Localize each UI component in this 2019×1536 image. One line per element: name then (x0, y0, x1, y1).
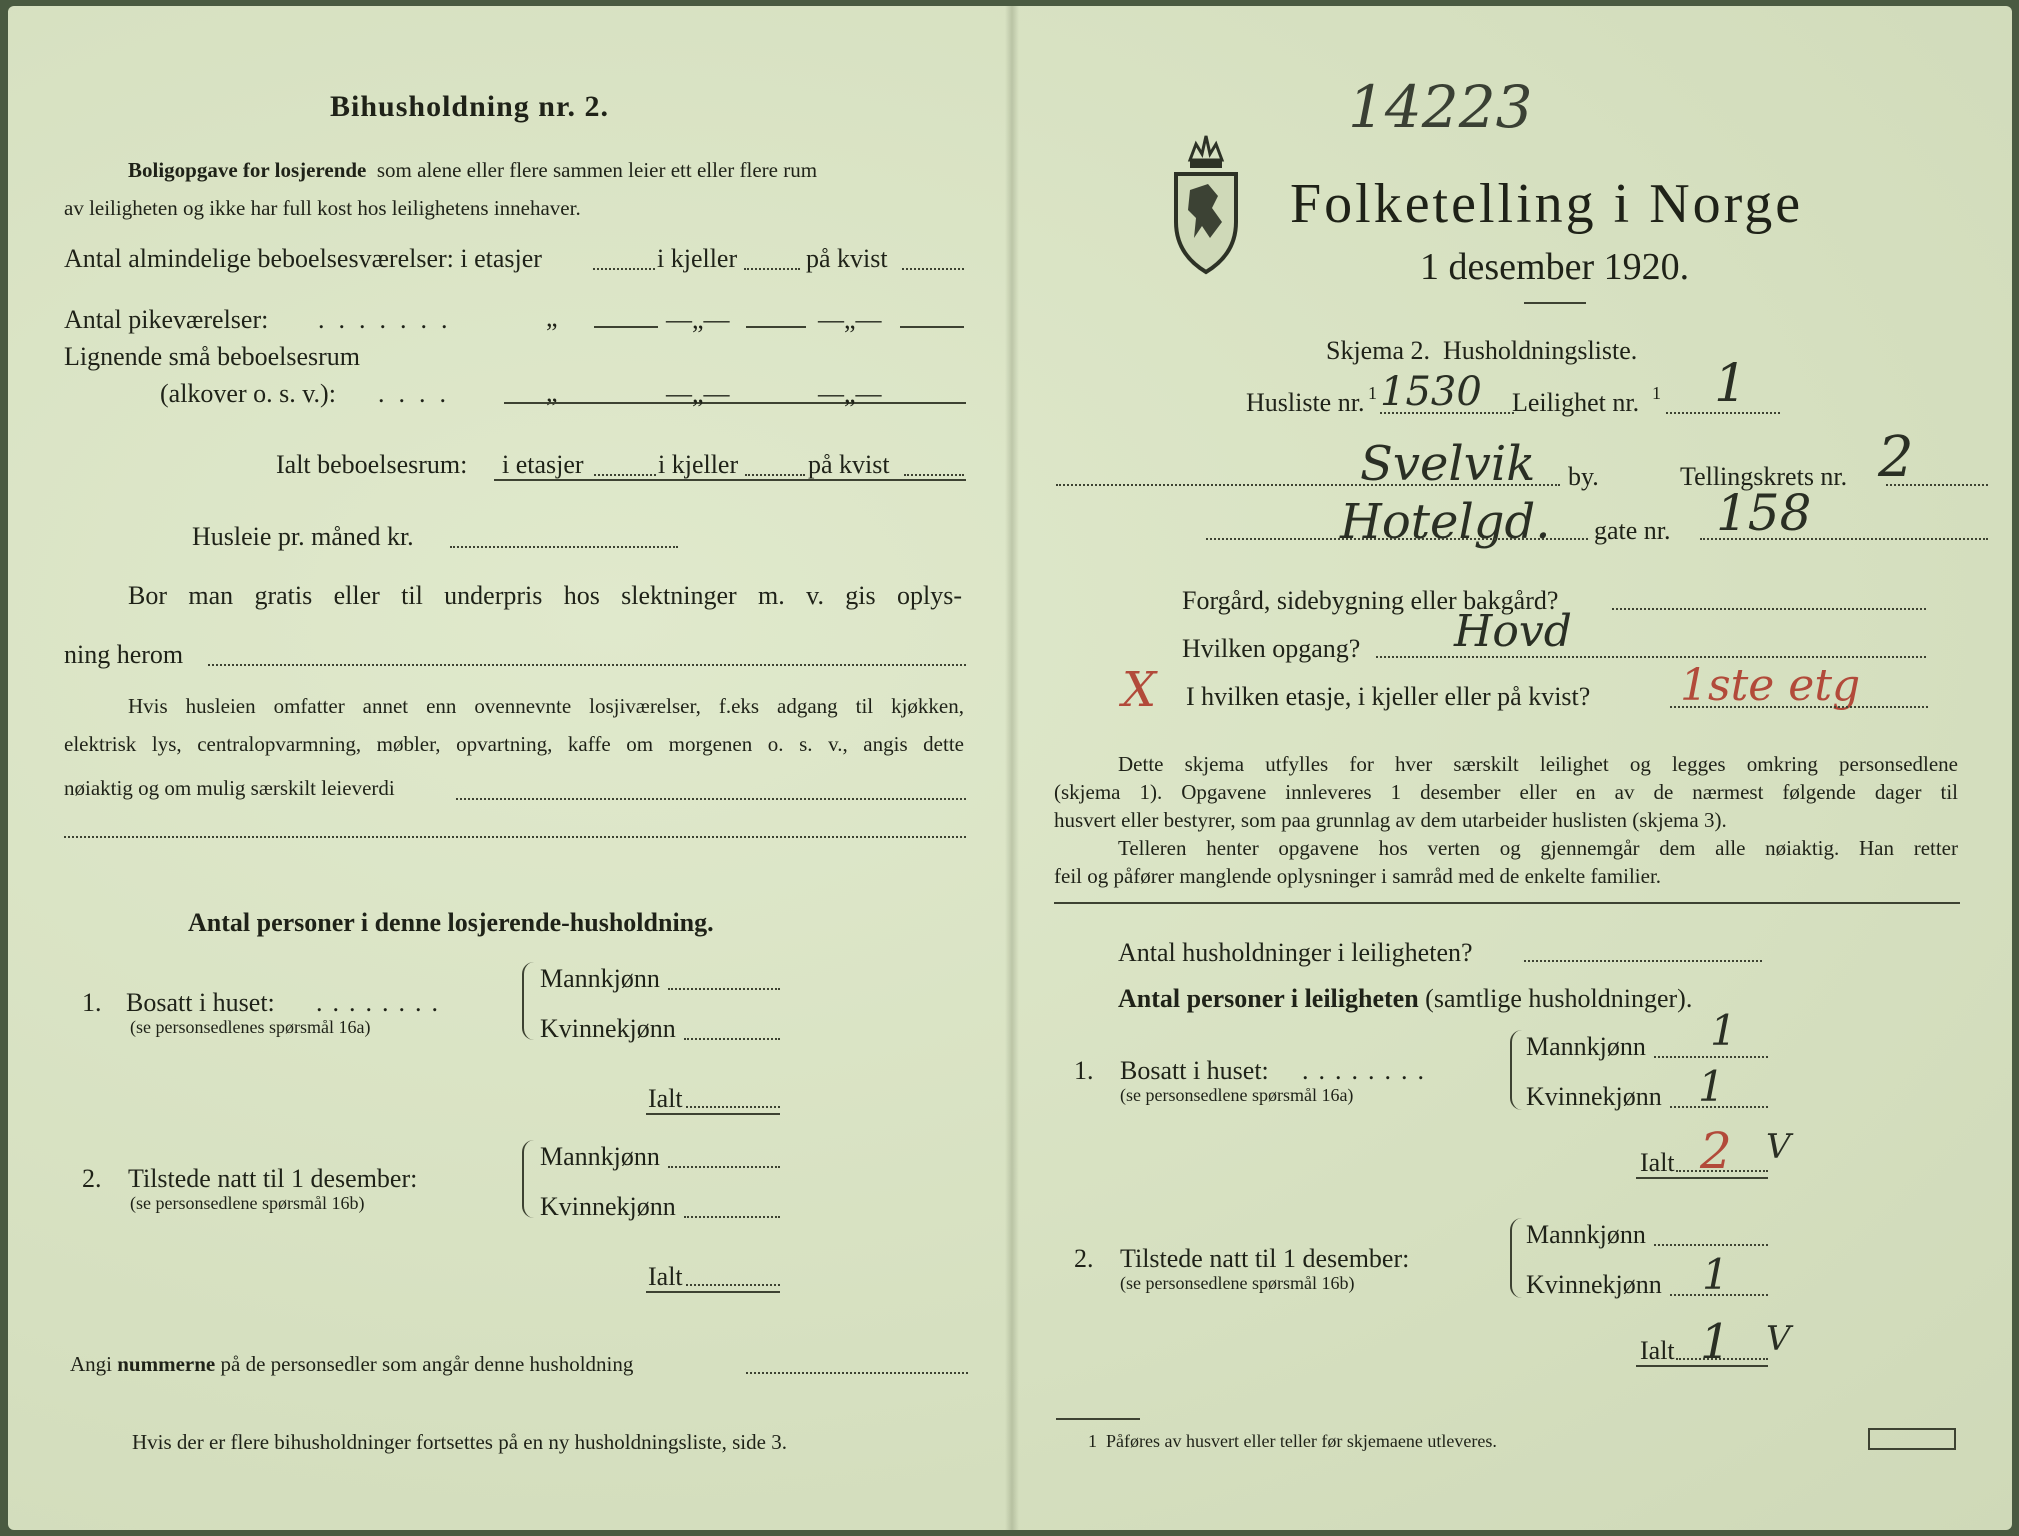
left-q2-sub: (se personsedlene spørsmål 16b) (130, 1193, 365, 1213)
angi-a: Angi (70, 1352, 112, 1376)
rooms-kvist-field[interactable] (902, 268, 964, 270)
left-q2-mann-field[interactable] (668, 1166, 780, 1168)
opgang-label: Hvilken opgang? (1182, 634, 1361, 663)
leieverdi-field-2[interactable] (64, 836, 966, 838)
ialt-rum-kvist-label: på kvist (808, 450, 890, 479)
gate-label: gate nr. (1594, 516, 1671, 545)
rooms-etasjer-field[interactable] (593, 268, 655, 270)
right-persons-heading-rest: (samtlige husholdninger). (1425, 984, 1693, 1013)
left-q2-mann-label: Mannkjønn (540, 1142, 660, 1171)
right-q1-label: Bosatt i huset: (1120, 1056, 1269, 1085)
right-q1-check-mark: V (1766, 1127, 1791, 1167)
leilighet-value: 1 (1714, 354, 1748, 414)
right-q1-ialt-value: 2 (1700, 1122, 1732, 1180)
info-p2-line-1: Telleren henter opgavene hos verten og gjennemgår dem alle nøiaktig. Han retter (1118, 836, 1958, 860)
right-q1-ialt-label: Ialt (1640, 1148, 1675, 1177)
left-q1-ialt-field[interactable] (686, 1106, 780, 1108)
right-q2-num: 2. (1074, 1244, 1094, 1273)
left-q1-kvinne-label: Kvinnekjønn (540, 1014, 676, 1043)
gratis-field[interactable] (208, 664, 966, 666)
left-persons-heading: Antal personer i denne losjerende-husholdning. (188, 908, 714, 937)
right-q2-ialt-value: 1 (1700, 1314, 1731, 1370)
left-footer: Hvis der er flere bihusholdninger fortsettes på en ny husholdningsliste, side 3. (132, 1430, 787, 1454)
leilighet-label: Leilighet nr. (1512, 388, 1640, 417)
right-q2-brace (1510, 1218, 1526, 1298)
right-q1-mann-label: Mannkjønn (1526, 1032, 1646, 1061)
gate-nr-value: 158 (1716, 484, 1812, 542)
opgang-value: Hovd (1454, 606, 1572, 657)
intro-bold: Boligopgave for losjerende (128, 158, 367, 182)
right-q1-kvinne-field[interactable] (1670, 1106, 1768, 1108)
rooms-kjeller-field[interactable] (744, 268, 800, 270)
krets-value: 2 (1878, 425, 1914, 490)
left-q1-num: 1. (82, 988, 102, 1017)
hush-field[interactable] (1524, 960, 1762, 962)
husleie-label: Husleie pr. måned kr. (192, 522, 414, 551)
ialt-rum-kjeller-field[interactable] (745, 474, 805, 476)
alkover-ditto: „ (546, 378, 558, 407)
right-q1-ialt-underline (1636, 1177, 1768, 1179)
right-persons-heading (1118, 986, 1692, 1012)
form-date: 1 desember 1920. (1420, 246, 1690, 288)
left-q1-leader: ........ (316, 988, 448, 1017)
left-q1-ialt-underline (646, 1113, 780, 1115)
by-label: by. (1568, 462, 1599, 491)
left-q2-kvinne-field[interactable] (684, 1216, 780, 1218)
pike-ditto: „ (546, 303, 558, 332)
left-q2-label: Tilstede natt til 1 desember: (128, 1164, 418, 1193)
stamp-number: 14223 (1348, 73, 1533, 141)
alkover-field-line[interactable] (504, 402, 966, 404)
right-q1-mann-value: 1 (1710, 1006, 1737, 1055)
ialt-rum-underline (494, 479, 966, 481)
pike-ditto-dash-1: —„— (666, 305, 730, 334)
left-q1-kvinne-field[interactable] (684, 1038, 780, 1040)
etasje-value: 1ste etg (1680, 660, 1861, 711)
right-q1-leader: ........ (1302, 1056, 1434, 1085)
rooms-kvist-label: på kvist (806, 244, 888, 273)
pike-label: Antal pikeværelser: (64, 305, 269, 334)
husliste-value: 1530 (1380, 369, 1482, 415)
right-q1-kvinne-value: 1 (1698, 1062, 1725, 1111)
pike-etasjer-field[interactable] (594, 326, 658, 328)
left-heading: Bihusholdning nr. 2. (330, 90, 610, 123)
rooms-label: Antal almindelige beboelsesværelser: i etasjer (64, 244, 542, 273)
left-q2-ialt-field[interactable] (686, 1284, 780, 1286)
alkover-leader: .... (378, 379, 460, 408)
right-q2-kvinne-label: Kvinnekjønn (1526, 1270, 1662, 1299)
gate-value: Hotelgd. (1340, 494, 1551, 550)
intro-line-1 (128, 160, 817, 181)
opgang-field[interactable] (1376, 656, 1926, 658)
angi-c: på de personsedler som angår denne husholdning (220, 1352, 634, 1376)
pike-ditto-dash-2: —„— (818, 305, 882, 334)
footnote (1088, 1432, 1497, 1450)
forgaard-field[interactable] (1612, 608, 1926, 610)
schema-line (1326, 338, 1637, 364)
schema-name: Husholdningsliste. (1443, 336, 1638, 365)
right-q1-sub: (se personsedlene spørsmål 16a) (1120, 1085, 1354, 1105)
left-q2-brace (522, 1140, 538, 1218)
right-q2-mann-field[interactable] (1654, 1244, 1768, 1246)
printer-stamp-box (1868, 1428, 1956, 1450)
husliste-label: Husliste nr. (1246, 388, 1365, 417)
angi-b: nummerne (117, 1352, 216, 1376)
right-q2-label: Tilstede natt til 1 desember: (1120, 1244, 1410, 1273)
info-p1-line-3: husvert eller bestyrer, som paa grunnlag av dem utarbeider huslisten (skjema 3). (1054, 808, 1727, 832)
krets-field[interactable] (1886, 484, 1988, 486)
gate-field[interactable] (1206, 538, 1588, 540)
forgaard-label: Forgård, sidebygning eller bakgård? (1182, 586, 1559, 615)
ialt-rum-label: Ialt beboelsesrum: (276, 450, 468, 479)
left-q2-num: 2. (82, 1164, 102, 1193)
husliste-field[interactable] (1380, 412, 1514, 414)
right-persons-heading-bold: Antal personer i leiligheten (1118, 984, 1419, 1013)
pike-leader: ....... (318, 305, 462, 334)
left-q2-kvinne-label: Kvinnekjønn (540, 1192, 676, 1221)
info-p1-line-2: (skjema 1). Opgavene innleveres 1 desember eller en av de nærmest følgende dager til (1054, 780, 1958, 804)
gate-nr-field[interactable] (1700, 538, 1988, 540)
leieverdi-field[interactable] (456, 798, 966, 800)
info-p2-line-2: feil og påfører manglende oplysninger i samråd med de enkelte familier. (1054, 864, 1662, 888)
husleie-note-line-1: Hvis husleien omfatter annet enn ovennevnte losjiværelser, f.eks adgang til kjøkken, (128, 694, 964, 718)
by-value: Svelvik (1360, 436, 1536, 492)
left-q2-ialt-underline (646, 1291, 780, 1293)
by-field[interactable] (1056, 484, 1560, 486)
right-q2-ialt-underline (1636, 1365, 1768, 1367)
red-x-mark: X (1122, 662, 1157, 718)
title-rule (1524, 302, 1586, 304)
husleie-note-line-2: elektrisk lys, centralopvarmning, møbler, opvartning, kaffe om morgenen o. s. v., angis dette (64, 732, 964, 756)
form-title: Folketelling i Norge (1290, 173, 1804, 235)
angi-line (70, 1354, 633, 1375)
krets-label: Tellingskrets nr. (1680, 462, 1848, 491)
left-q1-mann-field[interactable] (668, 988, 780, 990)
right-q2-ialt-label: Ialt (1640, 1336, 1675, 1365)
intro-rest: som alene eller flere sammen leier ett eller flere rum (376, 158, 818, 182)
angi-field[interactable] (746, 1372, 968, 1374)
ialt-rum-kjeller-label: i kjeller (658, 450, 739, 479)
intro-line-2: av leiligheten og ikke har full kost hos leilighetens innehaver. (64, 196, 581, 220)
etasje-label: I hvilken etasje, i kjeller eller på kvist? (1186, 682, 1591, 711)
right-q1-num: 1. (1074, 1056, 1094, 1085)
etasje-field[interactable] (1670, 706, 1928, 708)
leilighet-field[interactable] (1666, 412, 1780, 414)
gratis-line-1: Bor man gratis eller til underpris hos slektninger m. v. gis oplys- (128, 581, 962, 610)
ialt-rum-etasjer-label: i etasjer (502, 450, 584, 479)
gratis-line-2: ning herom (64, 640, 184, 669)
right-q1-mann-field[interactable] (1654, 1056, 1768, 1058)
husleie-note-line-3: nøiaktig og om mulig særskilt leieverdi (64, 776, 395, 800)
alkover-label: (alkover o. s. v.): (160, 379, 336, 408)
schema-number: Skjema 2. (1326, 336, 1430, 365)
left-q1-brace (522, 962, 538, 1040)
right-q1-brace (1510, 1030, 1526, 1110)
footnote-text: Påføres av husvert eller teller før skjemaene utleveres. (1106, 1431, 1497, 1451)
right-q1-kvinne-label: Kvinnekjønn (1526, 1082, 1662, 1111)
husliste-footnote-mark: 1 (1368, 383, 1377, 403)
pike-kjeller-field[interactable] (746, 326, 806, 328)
right-q2-check-mark: V (1766, 1319, 1791, 1359)
right-q2-kvinne-field[interactable] (1670, 1294, 1768, 1296)
ialt-rum-etasjer-field[interactable] (594, 474, 656, 476)
left-q2-ialt-label: Ialt (648, 1262, 683, 1291)
left-q1-label: Bosatt i huset: (126, 988, 275, 1017)
footnote-rule (1056, 1418, 1140, 1420)
right-q2-kvinne-value: 1 (1702, 1250, 1729, 1299)
page-fold (1005, 6, 1019, 1530)
footnote-mark: 1 (1088, 1431, 1097, 1451)
info-p1-line-1: Dette skjema utfylles for hver særskilt leilighet og legges omkring personsedlene (1118, 752, 1958, 776)
coat-of-arms-icon (1168, 126, 1244, 276)
right-q1-ialt-field[interactable] (1676, 1170, 1768, 1172)
lignende-label: Lignende små beboelsesrum (64, 342, 361, 371)
hush-label: Antal husholdninger i leiligheten? (1118, 938, 1473, 967)
pike-kvist-field[interactable] (900, 326, 964, 328)
right-q2-mann-label: Mannkjønn (1526, 1220, 1646, 1249)
rooms-kjeller-label: i kjeller (657, 244, 738, 273)
left-q1-mann-label: Mannkjønn (540, 964, 660, 993)
right-q2-ialt-field[interactable] (1676, 1358, 1768, 1360)
alkover-ditto-dash-1: —„— (666, 379, 730, 408)
left-q1-sub: (se personsedlenes spørsmål 16a) (130, 1017, 371, 1037)
info-rule (1054, 902, 1960, 904)
leilighet-footnote-mark: 1 (1652, 383, 1661, 403)
alkover-ditto-dash-2: —„— (818, 379, 882, 408)
husleie-field[interactable] (450, 546, 678, 548)
right-q2-sub: (se personsedlene spørsmål 16b) (1120, 1273, 1355, 1293)
left-q1-ialt-label: Ialt (648, 1084, 683, 1113)
ialt-rum-kvist-field[interactable] (904, 474, 964, 476)
